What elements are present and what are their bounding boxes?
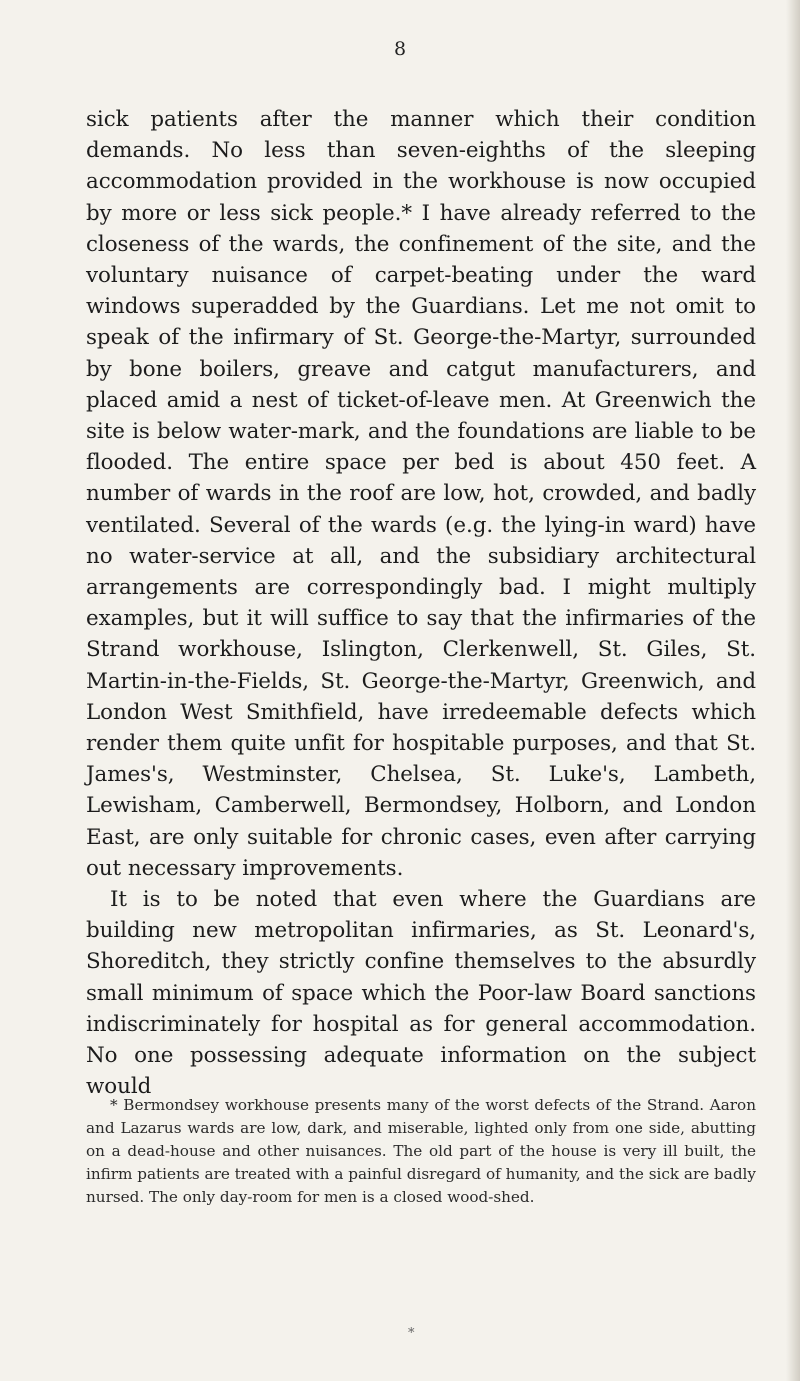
footnote: * Bermondsey workhouse presents many of the worst defects of the Strand. Aaron and Lazarus wards are low, dark, and miserable, lighted only from one side, abutting on a dead-house and other nuisances. The old part of the house is very ill built, the infirm patients are treated with a painful disregard of humanity, and the sick are badly nursed. The only day-room for men is a closed wood-shed.: [86, 1096, 756, 1206]
paragraph-2: It is to be noted that even where the Guardians are building new metropolitan infirmaries, as St. Leonard's, Shoreditch, they strictly confine themselves to the absurdly small minimum of space which the Poor-law Board sanctions indiscriminately for hospital as for general accommodation. No one possessing adequate information on the subject would: [86, 887, 756, 1100]
signature-mark: *: [408, 1326, 415, 1341]
paragraph-1: sick patients after the manner which their condition demands. No less than seven-eighths of the sleeping accommodation provided in the workhouse is now occupied by more or less sick people.* I have already referred to the closeness of the wards, the confinement of the site, and the voluntary nuisance of carpet-beating under the ward windows superadded by the Guardians. Let me not omit to speak of the infirmary of St. George-the-Martyr, surrounded by bone boilers, greave and catgut manufacturers, and placed amid a nest of ticket-of-leave men. At Greenwich the site is below water-mark, and the foundations are liable to be flooded. The entire space per bed is about 450 feet. A number of wards in the roof are low, hot, crowded, and badly ventilated. Several of the wards (e.g. the lying-in ward) have no water-service at all, and the subsidiary architectural arrangements are correspondingly bad. I might multiply examples, but it will suffice to say that the infirmaries of the Strand workhouse, Islington, Clerkenwell, St. Giles, St. Martin-in-the-Fields, St. George-the-Martyr, Greenwich, and London West Smithfield, have irredeemable defects which render them quite unfit for hospitable purposes, and that St. James's, Westminster, Chelsea, St. Luke's, Lambeth, Lewisham, Camberwell, Bermondsey, Holborn, and London East, are only suitable for chronic cases, even after carrying out necessary improvements.: [86, 107, 756, 881]
page-number: 8: [393, 38, 407, 60]
page-edge-shadow: [786, 0, 800, 1381]
body-text: [86, 104, 756, 1103]
